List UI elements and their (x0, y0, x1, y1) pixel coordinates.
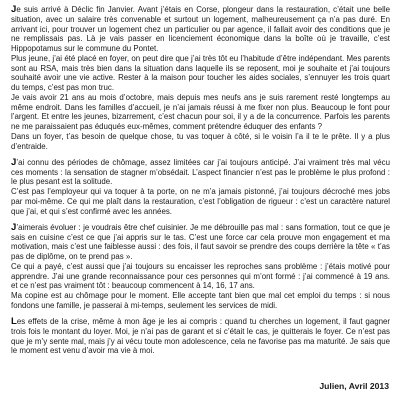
drop-initial: J (11, 4, 17, 15)
paragraph-text: e suis arrivé à Déclic fin Janvier. Avant j’étais en Corse, plongeur dans la restauration, c’était une belle situation, avec un salaire très convenable et surtout un logement, malheureusement ça n’a pas duré. En arrivant ici, pour trouver un logement chez un particulier ou par agence, il fallait avoir des conditions que je ne remplissais pas. Là je vais passer en licenciement économique dans la boîte où je travaille, c’est Hippopotamus sur le commune du Pontet. Plus jeune, j’ai été placé en foyer, on peut dire que j’ai très tôt eu l’habitude d’être indépendant. Mes parents sont au RSA, mais très bien dans la situation dans laquelle ils se reposent, moi je souhaite et j’ai toujours souhaité avoir une vie active. Rester à la maison pour toucher les aides sociales, s’ennuyer les trois quart du temps, c’est pas mon truc. Je vais avoir 21 ans au mois d’octobre, mais depuis mes neufs ans je suis rarement resté longtemps au même endroit. Dans les familles d’accueil, je n’ai jamais réussi à me fixer non plus. Beaucoup le font pour l’argent. Et entre les jeunes, bizarrement, c’est chacun pour soi, il y a de la concurrence. Parfois les parents ne me paraissaient pas éduqués eux-mêmes, comment prétendre éduquer des enfants ? Dans un foyer, t’as besoin de quelque chose, tu vas toquer à côté, si le voisin l’a il te le prête. Il y a plus d’entraide. (11, 5, 390, 151)
author-signature: Julien, Avril 2013 (319, 381, 389, 391)
paragraph-arrival-and-youth (11, 5, 390, 151)
paragraph-career-goals (11, 223, 390, 311)
paragraph-unemployment (11, 158, 390, 217)
drop-initial: J (11, 156, 17, 168)
drop-initial: J (11, 221, 17, 233)
paragraph-text: es effets de la crise, même à mon âge je les ai compris : quand tu cherches un logement, il faut gagner trois fois le montant du loyer. Moi, je n’ai pas de garant et si c’était le cas, je quitterais le foyer. Ce n’est pas que je m’y sente mal, mais j’y ai vécu toute mon adolescence, cela ne favorise pas ma maturité. Je sais que le moment est venu d’avoir ma vie à moi. (11, 317, 390, 356)
drop-initial: L (11, 316, 17, 327)
paragraph-housing-crisis (11, 317, 390, 356)
paragraph-text: ’ai connu des périodes de chômage, assez limitées car j’ai toujours anticipé. J’ai vraiment très mal vécu ces moments : la sensation de stagner m’obsédait. L’aspect financier n’est pas le problème le plus profond : le plus pesant est la solitude. C’est pas l’employeur qui va toquer à ta porte, on ne m’a jamais pistonné, j’ai toujours décroché mes jobs par moi-même. Ce qui me plaît dans la restauration, c’est l’obligation de rigueur : c’est un caractère naturel que j’ai, et qui s’est confirmé avec les années. (11, 157, 390, 216)
paragraph-text: ’aimerais évoluer : je voudrais être chef cuisinier. Je me débrouille pas mal : sans formation, tout ce que je sais en cuisine c’est ce que j’ai appris sur le tas. C’est une force car cela prouve mon engagement et ma motivation, mais c’est une faiblesse aussi : des fois, il faut savoir se prendre des coups derrière la tête « t’as pas de diplôme, on te prend pas ». Ce qui a payé, c’est aussi que j’ai toujours su encaisser les reproches sans problème : j’étais motivé pour apprendre. J’ai une grande reconnaissance pour ces personnes qui m’ont formé : j’ai commencé à 19 ans. et ce n’est pas vraiment tôt : beaucoup commencent à 14, 16, 17 ans. Ma copine est au chômage pour le moment. Elle accepte tant bien que mal cet emploi du temps : si nous fondons une famille, je passerai à mi-temps, seulement les services de midi. (11, 222, 390, 310)
